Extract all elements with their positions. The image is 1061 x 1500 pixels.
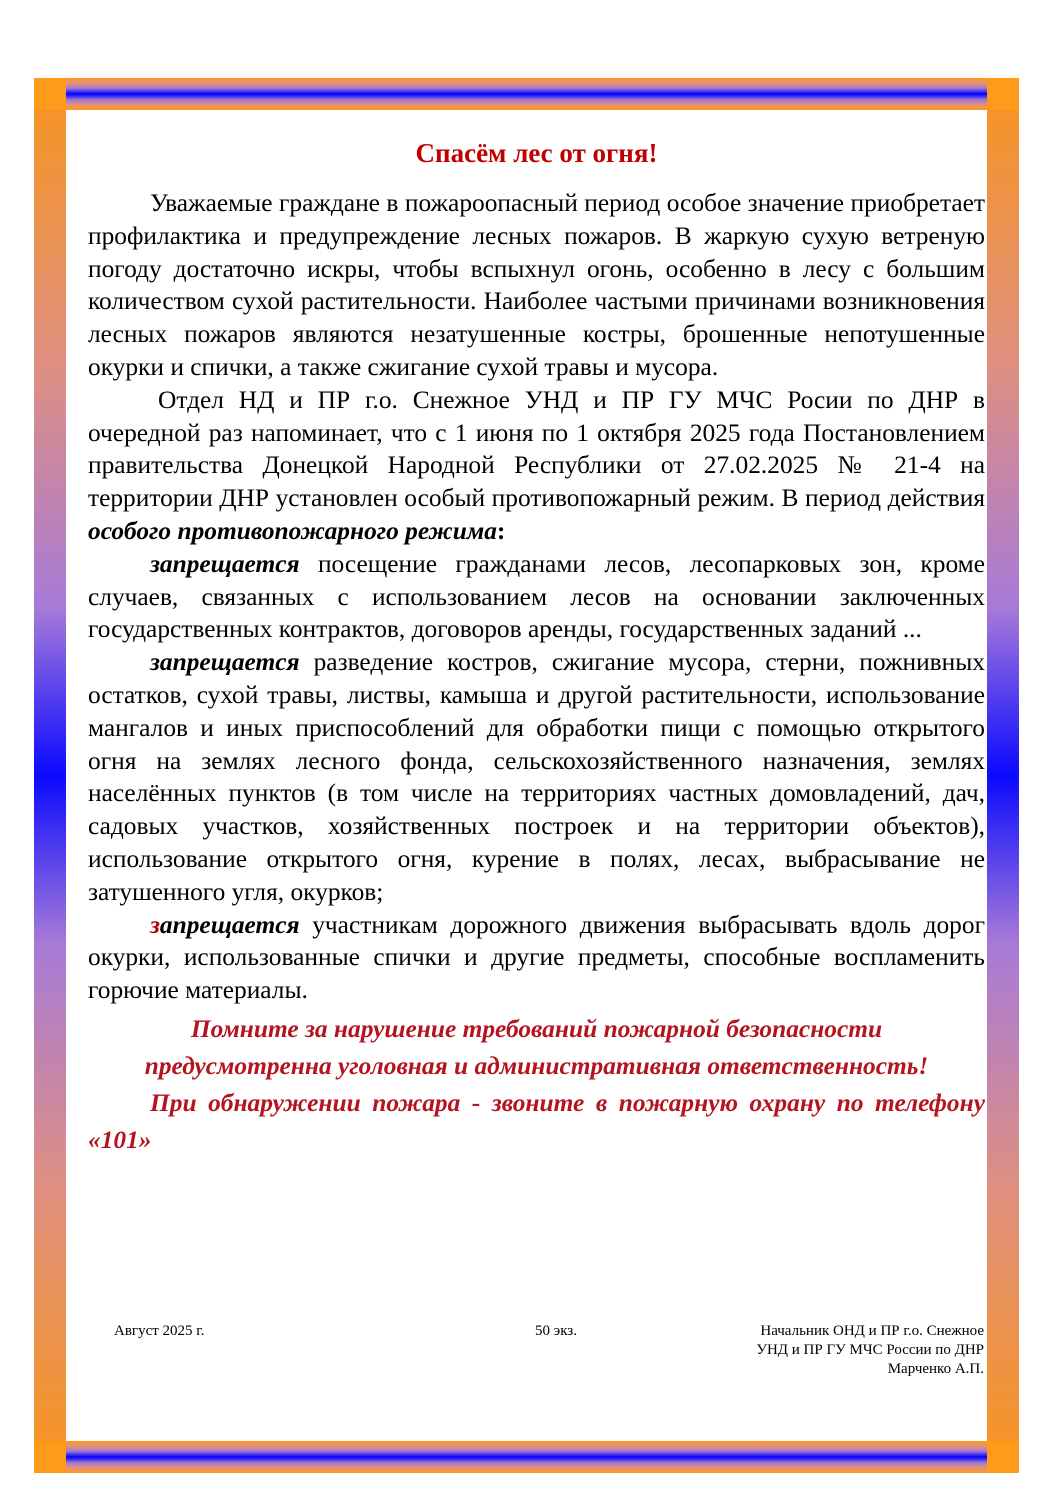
warning-line: предусмотренна уголовная и административная ответственность! — [144, 1051, 929, 1080]
footer-date: Август 2025 г. — [114, 1323, 205, 1339]
body-text — [88, 187, 985, 1007]
warning-phone: При обнаружении пожара - звоните в пожарную охрану по телефону «101» — [88, 1088, 985, 1154]
prohibition-roads — [88, 909, 985, 1007]
frame-corner — [34, 1441, 66, 1473]
prohibition-first-letter: з — [150, 910, 160, 939]
warning-block — [88, 1011, 985, 1159]
warning-line: Помните за нарушение требований пожарной безопасности — [190, 1014, 883, 1043]
footer-signature — [756, 1322, 984, 1379]
prohibition-label: запрещается — [150, 648, 300, 677]
signature-name: Марченко А.П. — [887, 1361, 984, 1377]
footer-copies: 50 экз. — [535, 1323, 577, 1339]
frame-right-border — [987, 78, 1019, 1473]
regime-emphasis: особого противопожарного режима — [88, 516, 497, 545]
prohibition-text: участникам дорожного движения выбрасывать вдоль дорог окурки, использованные спички и другие предметы, способные воспламенить горючие материалы. — [88, 910, 985, 1005]
paragraph-regime — [88, 384, 985, 548]
frame-corner — [987, 78, 1019, 110]
frame-left-border — [34, 78, 66, 1473]
regime-colon: : — [496, 516, 506, 545]
page-title: Спасём лес от огня! — [415, 138, 658, 168]
frame-top-border — [66, 78, 987, 110]
prohibition-fires — [88, 646, 985, 908]
signature-line: Начальник ОНД и ПР г.о. Снежное — [760, 1323, 984, 1339]
prohibition-label: апрещается — [159, 910, 300, 939]
paragraph-regime-text: Отдел НД и ПР г.о. Снежное УНД и ПР ГУ МЧС Росии по ДНР в очередной раз напоминает, что с 1 июня по 1 октября 2025 года Постановлением правительства Донецкой Народной Республики от 27.02.2025 № 21-4 на территории ДНР установлен особый противопожарный режим. В период действия — [88, 385, 985, 513]
prohibition-forests — [88, 548, 985, 646]
signature-line: УНД и ПР ГУ МЧС России по ДНР — [756, 1342, 984, 1358]
prohibition-text: посещение гражданами лесов, лесопарковых зон, кроме случаев, связанных с использованием лесов на основании заключенных государственных контрактов, договоров аренды, государственных заданий ... — [88, 549, 985, 644]
frame-bottom-border — [66, 1441, 987, 1473]
prohibition-text: разведение костров, сжигание мусора, стерни, пожнивных остатков, сухой травы, листвы, камыша и другой растительности, использование мангалов и иных приспособлений для обработки пищи с помощью открытого огня на землях лесного фонда, сельскохозяйственного назначения, землях населённых пунктов (в том числе на территориях частных домовладений, дач, садовых участков, хозяйственных построек и на территории объектов), использование открытого огня, курение в полях, лесах, выбрасывание не затушенного угля, окурков; — [88, 648, 985, 906]
paragraph-intro: Уважаемые граждане в пожароопасный период особое значение приобретает профилактика и предупреждение лесных пожаров. В жаркую сухую ветреную погоду достаточно искры, чтобы вспыхнул огонь, особенно в лесу с большим количеством сухой растительности. Наиболее частыми причинами возникновения лесных пожаров являются незатушенные костры, брошенные непотушенные окурки и спички, а также сжигание сухой травы и мусора. — [88, 189, 985, 381]
frame-corner — [34, 78, 66, 110]
frame-corner — [987, 1441, 1019, 1473]
document-content — [88, 138, 985, 1159]
prohibition-label: запрещается — [150, 549, 300, 578]
